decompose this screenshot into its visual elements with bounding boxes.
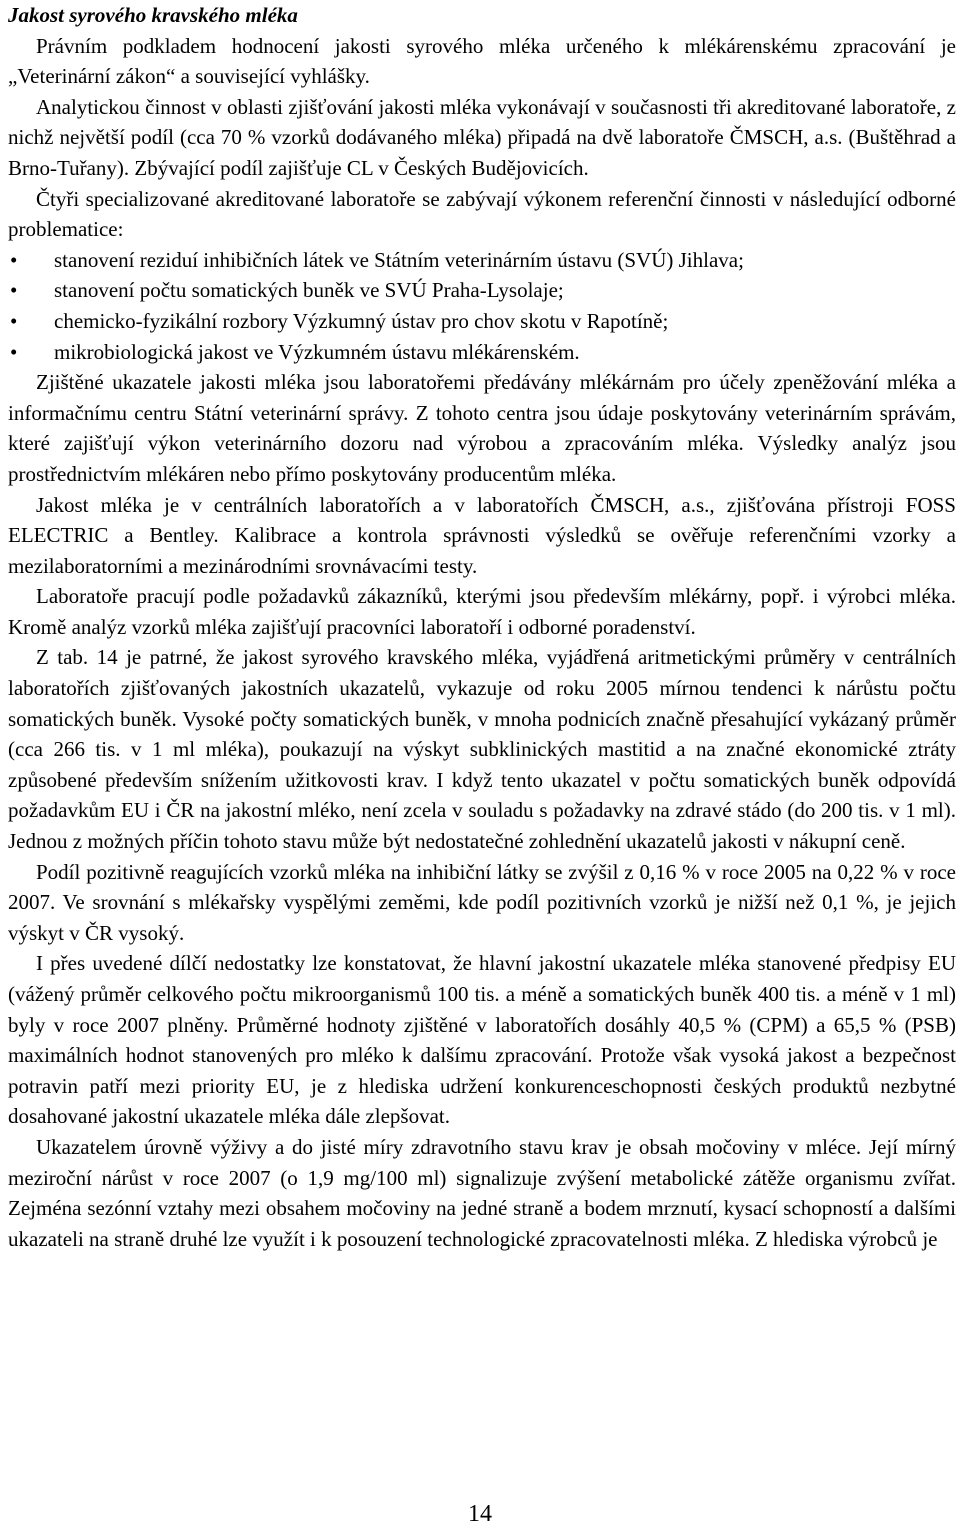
bullet-icon: •	[10, 247, 18, 272]
list-item-text: mikrobiologická jakost ve Výzkumném ústavu mlékárenském.	[54, 339, 580, 364]
paragraph-instruments: Jakost mléka je v centrálních laboratořích a v laboratořích ČMSCH, a.s., zjišťována přístroji FOSS ELECTRIC a Bentley. Kalibrace a kontrola správnosti výsledků se ověřuje referenčními vzorky a mezilaboratorními a mezinárodními srovnávacími testy.	[8, 492, 956, 578]
paragraph-urea: Ukazatelem úrovně výživy a do jisté míry zdravotního stavu krav je obsah močoviny v mléce. Její mírný meziroční nárůst v roce 2007 (o 1,9 mg/100 ml) signalizuje zvýšení metabolické zátěže organismu zvířat. Zejména sezónní vztahy mezi obsahem močoviny na jedné straně a bodem mrznutí, kysací schopností a dalšími ukazateli na straně druhé lze využít i k posouzení technologické zpracovatelnosti mléka. Z hlediska výrobců je	[8, 1134, 956, 1251]
section-title: Jakost syrového kravského mléka	[8, 3, 298, 27]
list-item	[8, 245, 956, 276]
list-item	[8, 275, 956, 306]
bullet-icon: •	[10, 308, 18, 333]
paragraph-reference-labs: Čtyři specializované akreditované laboratoře se zabývají výkonem referenční činnosti v následující odborné problematice:	[8, 186, 956, 242]
list-item	[8, 306, 956, 337]
paragraph-inhibitors: Podíl pozitivně reagujících vzorků mléka na inhibiční látky se zvýšil z 0,16 % v roce 2005 na 0,22 % v roce 2007. Ve srovnání s mlékařsky vyspělými zeměmi, kde podíl pozitivních vzorků je nižší než 0,1 %, je jejich výskyt v ČR vysoký.	[8, 859, 956, 945]
list-item-text: stanovení počtu somatických buněk ve SVÚ Praha-Lysolaje;	[54, 278, 564, 303]
document-page	[8, 0, 956, 1254]
list-item-text: chemicko-fyzikální rozbory Výzkumný ústav pro chov skotu v Rapotíně;	[54, 308, 669, 333]
list-item-text: stanovení reziduí inhibičních látek ve Státním veterinárním ústavu (SVÚ) Jihlava;	[54, 247, 744, 272]
bullet-icon: •	[10, 278, 18, 303]
paragraph-legal-basis: Právním podkladem hodnocení jakosti syrového mléka určeného k mlékárenskému zpracování je „Veterinární zákon“ a související vyhlášky.	[8, 33, 956, 89]
paragraph-laboratories: Analytickou činnost v oblasti zjišťování jakosti mléka vykonávají v současnosti tři akreditované laboratoře, z nichž největší podíl (cca 70 % vzorků dodávaného mléka) připadá na dvě laboratoře ČMSCH, a.s. (Buštěhrad a Brno-Tuřany). Zbývající podíl zajišťuje CL v Českých Budějovicích.	[8, 94, 956, 180]
bullet-icon: •	[10, 339, 18, 364]
paragraph-eu-standards: I přes uvedené dílčí nedostatky lze konstatovat, že hlavní jakostní ukazatele mléka stanovené předpisy EU (vážený průměr celkového počtu mikroorganismů 100 tis. a méně a somatických buněk 400 tis. a méně v 1 ml) byly v roce 2007 plněny. Průměrné hodnoty zjištěné v laboratořích dosáhly 40,5 % (CPM) a 65,5 % (PSB) maximálních hodnot stanovených pro mléko k dalšímu zpracování. Protože však vysoká jakost a bezpečnost potravin patří mezi priority EU, je z hlediska udržení konkurenceschopnosti českých produktů nezbytné dosahované jakostní ukazatele mléka dále zlepšovat.	[8, 951, 956, 1129]
paragraph-customers: Laboratoře pracují podle požadavků zákazníků, kterými jsou především mlékárny, popř. i výrobci mléka. Kromě analýz vzorků mléka zajišťují pracovníci laboratoří i odborné poradenství.	[8, 584, 956, 639]
list-item	[8, 337, 956, 368]
reference-labs-list	[8, 245, 956, 367]
page-number: 14	[468, 1501, 492, 1527]
paragraph-somatic-cells: Z tab. 14 je patrné, že jakost syrového kravského mléka, vyjádřená aritmetickými průměry v centrálních laboratořích zjišťovaných jakostních ukazatelů, vykazuje od roku 2005 mírnou tendenci k nárůstu počtu somatických buněk. Vysoké počty somatických buněk, v mnoha podnicích značně přesahující vykázaný průměr (cca 266 tis. v 1 ml mléka), poukazují na výskyt subklinických mastitid a na značné ekonomické ztráty způsobené především snížením užitkovosti krav. I když tento ukazatel v počtu somatických buněk odpovídá požadavkům EU i ČR na jakostní mléko, není zcela v souladu s požadavky na zdravé stádo (do 200 tis. v 1 ml). Jednou z možných příčin tohoto stavu může být nedostatečné zohlednění ukazatelů jakosti v nákupní ceně.	[8, 645, 956, 854]
paragraph-data-flow: Zjištěné ukazatele jakosti mléka jsou laboratořemi předávány mlékárnám pro účely zpeněžování mléka a informačnímu centru Státní veterinární správy. Z tohoto centra jsou údaje poskytovány veterinárním správám, které zajišťují výkon veterinárního dozoru nad výrobou a zpracováním mléka. Výsledky analýz jsou prostřednictvím mlékáren nebo přímo poskytovány producentům mléka.	[8, 370, 956, 486]
